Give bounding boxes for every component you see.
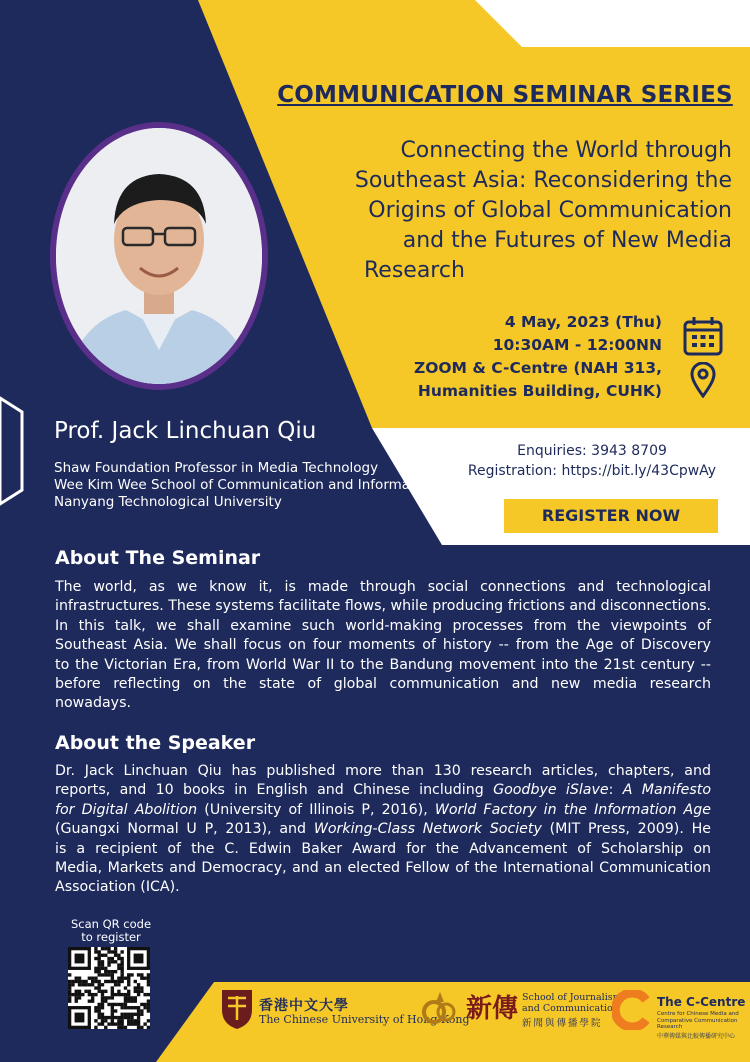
- talk-title-line: and the Futures of New Media: [402, 228, 732, 253]
- c-centre-logo-icon: [612, 990, 652, 1030]
- c-centre-name: The C-Centre: [657, 995, 746, 1009]
- paragraph-line: nowadays.: [55, 695, 131, 712]
- talk-title-line: Origins of Global Communication: [368, 198, 732, 223]
- cuhk-crest-icon: [220, 988, 254, 1030]
- event-venue-line2: Humanities Building, CUHK): [417, 382, 662, 400]
- qr-code[interactable]: [68, 947, 150, 1029]
- paragraph-line: infrastructures. These systems facilitate flows, while producing frictions and disconnections.: [55, 598, 711, 615]
- sjc-english-name: School of Journalism and Communication: [522, 992, 622, 1014]
- speaker-photo: [56, 128, 262, 384]
- speaker-affiliation-line: Wee Kim Wee School of Communication and Information: [54, 477, 436, 493]
- talk-title-line: Southeast Asia: Reconsidering the: [354, 168, 732, 193]
- enquiries-text: Enquiries: 3943 8709: [517, 443, 667, 459]
- calendar-icon: [683, 316, 723, 356]
- paragraph-line: The world, as we know it, is made through social connections and technological: [55, 579, 711, 595]
- location-pin-icon: [689, 362, 717, 398]
- paragraph-line: Dr. Jack Linchuan Qiu has published more than 130 research articles, chapters, and: [55, 763, 711, 779]
- talk-title-line: Connecting the World through: [400, 138, 732, 163]
- talk-title-line: Research: [364, 258, 465, 283]
- paragraph-line: reports, and 10 books in English and Chinese including Goodbye iSlave: A Manifesto: [55, 782, 711, 799]
- paragraph-line: Media, Markets and Democracy, and an elected Fellow of the International Communication: [55, 860, 711, 877]
- qr-code-graphic: [68, 947, 150, 1029]
- white-corner-stripe: [475, 0, 750, 47]
- qr-label: Scan QR code to register: [70, 917, 152, 944]
- registration-link[interactable]: Registration: https://bit.ly/43CpwAy: [467, 463, 717, 479]
- event-time: 10:30AM - 12:00NN: [492, 336, 662, 354]
- paragraph-line: for Digital Abolition (University of Illinois P, 2016), World Factory in the Information Age: [55, 801, 711, 818]
- paragraph-line: is a recipient of the C. Edwin Baker Award for the Advancement of Scholarship on: [55, 840, 711, 857]
- register-now-button[interactable]: REGISTER NOW: [504, 499, 718, 533]
- talk-title: [272, 136, 732, 286]
- speaker-affiliation-line: Shaw Foundation Professor in Media Technology: [54, 460, 379, 476]
- paragraph-line: Association (ICA).: [55, 879, 180, 896]
- c-centre-subtitle: Centre for Chinese Media and Comparative Communication Research: [657, 1011, 739, 1030]
- speaker-affiliation-line: Nanyang Technological University: [54, 494, 282, 510]
- sjc-logo-mark: 新傳: [466, 994, 519, 1024]
- paragraph-line: to the Victorian Era, from World War II to the Bandung movement into the 21st century --: [55, 656, 711, 673]
- about-seminar-text: [55, 578, 711, 714]
- speaker-name: Prof. Jack Linchuan Qiu: [54, 418, 317, 444]
- cuhk-chinese-name: 香港中文大學: [259, 998, 349, 1014]
- about-seminar-heading: About The Seminar: [55, 547, 261, 569]
- cuhk-english-name: The Chinese University of Hong Kong: [259, 1013, 470, 1026]
- paragraph-line: before reflecting on the state of global communication and new media research: [55, 676, 711, 693]
- anniversary-emblem-icon: [422, 990, 456, 1026]
- event-venue-line1: ZOOM & C-Centre (NAH 313,: [413, 359, 662, 377]
- about-speaker-heading: About the Speaker: [55, 732, 256, 754]
- sjc-chinese-name: 新聞與傳播學院: [522, 1018, 603, 1029]
- paragraph-line: (Guangxi Normal U P, 2013), and Working-Class Network Society (MIT Press, 2009). He: [55, 821, 711, 838]
- c-centre-chinese-name: 中華傳媒與比較傳播研究中心: [657, 1033, 736, 1040]
- about-speaker-text: [55, 762, 711, 898]
- paragraph-line: In this talk, we shall examine such world-making processes from the viewpoints of: [55, 617, 711, 634]
- series-title: COMMUNICATION SEMINAR SERIES: [277, 82, 733, 108]
- paragraph-line: Southeast Asia. We shall focus on four moments of history -- from the Age of Discovery: [55, 637, 711, 654]
- event-date: 4 May, 2023 (Thu): [504, 313, 662, 331]
